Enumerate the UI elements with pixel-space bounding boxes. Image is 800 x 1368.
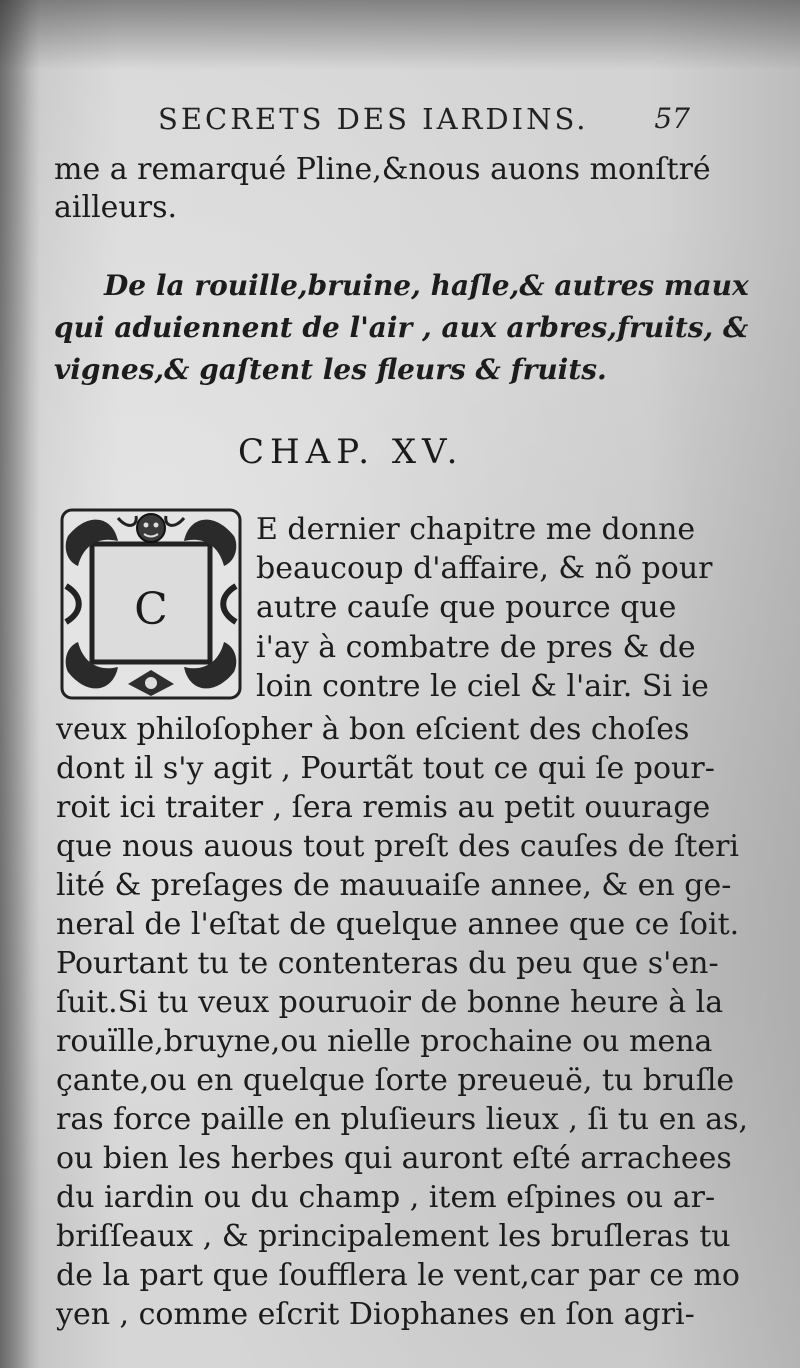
- text-line: lité & preſages de mauuaiſe annee, & en ge-: [56, 868, 732, 903]
- text-line: E dernier chapitre me donne: [256, 512, 696, 547]
- page-number: 57: [654, 102, 690, 135]
- page-top-shadow: [0, 0, 800, 70]
- text-line: loin contre le ciel & l'air. Si ie: [256, 669, 709, 704]
- text-line: ailleurs.: [54, 190, 178, 225]
- page-gutter-shadow: [0, 0, 40, 1368]
- section-title-line: qui aduiennent de l'air , aux arbres,fruits, &: [54, 311, 749, 344]
- initial-letter: C: [134, 584, 168, 635]
- text-line: Pourtant tu te contenteras du peu que s'en-: [56, 946, 719, 981]
- text-line: rouïlle,bruyne,ou nielle prochaine ou mena: [56, 1024, 713, 1059]
- text-line: ou bien les herbes qui auront eſté arrachees: [56, 1141, 732, 1176]
- text-line: dont il s'y agit , Pourtãt tout ce qui ſe pour-: [56, 751, 715, 786]
- chapter-heading: CHAP. XV.: [238, 432, 464, 472]
- text-line: neral de l'eſtat de quelque annee que ce ſoit.: [56, 907, 740, 942]
- text-line: que nous auous tout preſt des cauſes de ſteri: [56, 829, 740, 864]
- section-title-line: De la rouille,bruine, haſle,& autres maux: [104, 269, 749, 302]
- text-line: du iardin ou du champ , item eſpines ou ar-: [56, 1180, 716, 1215]
- text-line: i'ay à combatre de pres & de: [256, 630, 696, 665]
- running-head: [60, 100, 700, 144]
- text-line: beaucoup d'affaire, & nõ pour: [256, 551, 713, 586]
- text-line: ras force paille en pluſieurs lieux , ſi tu en as,: [56, 1102, 749, 1137]
- text-line: roit ici traiter , ſera remis au petit ouurage: [56, 790, 711, 825]
- text-line: me a remarqué Pline,&nous auons monſtré: [54, 152, 711, 187]
- text-line: ſuit.Si tu veux pouruoir de bonne heure à la: [56, 985, 724, 1020]
- text-line: briſſeaux , & principalement les bruſleras tu: [56, 1219, 731, 1254]
- text-line: de la part que ſoufflera le vent,car par ce mo: [56, 1258, 740, 1293]
- text-line: yen , comme eſcrit Diophanes en ſon agri-: [56, 1297, 695, 1332]
- text-line: veux philoſopher à bon eſcient des choſes: [56, 712, 690, 747]
- text-line: çante,ou en quelque ſorte preueuë, tu bruſle: [56, 1063, 735, 1098]
- section-title-line: vignes,& gaſtent les fleurs & fruits.: [54, 353, 607, 386]
- text-line: autre cauſe que pource que: [256, 590, 677, 625]
- running-title: SECRETS DES IARDINS.: [158, 102, 589, 136]
- decorated-initial: [58, 506, 244, 702]
